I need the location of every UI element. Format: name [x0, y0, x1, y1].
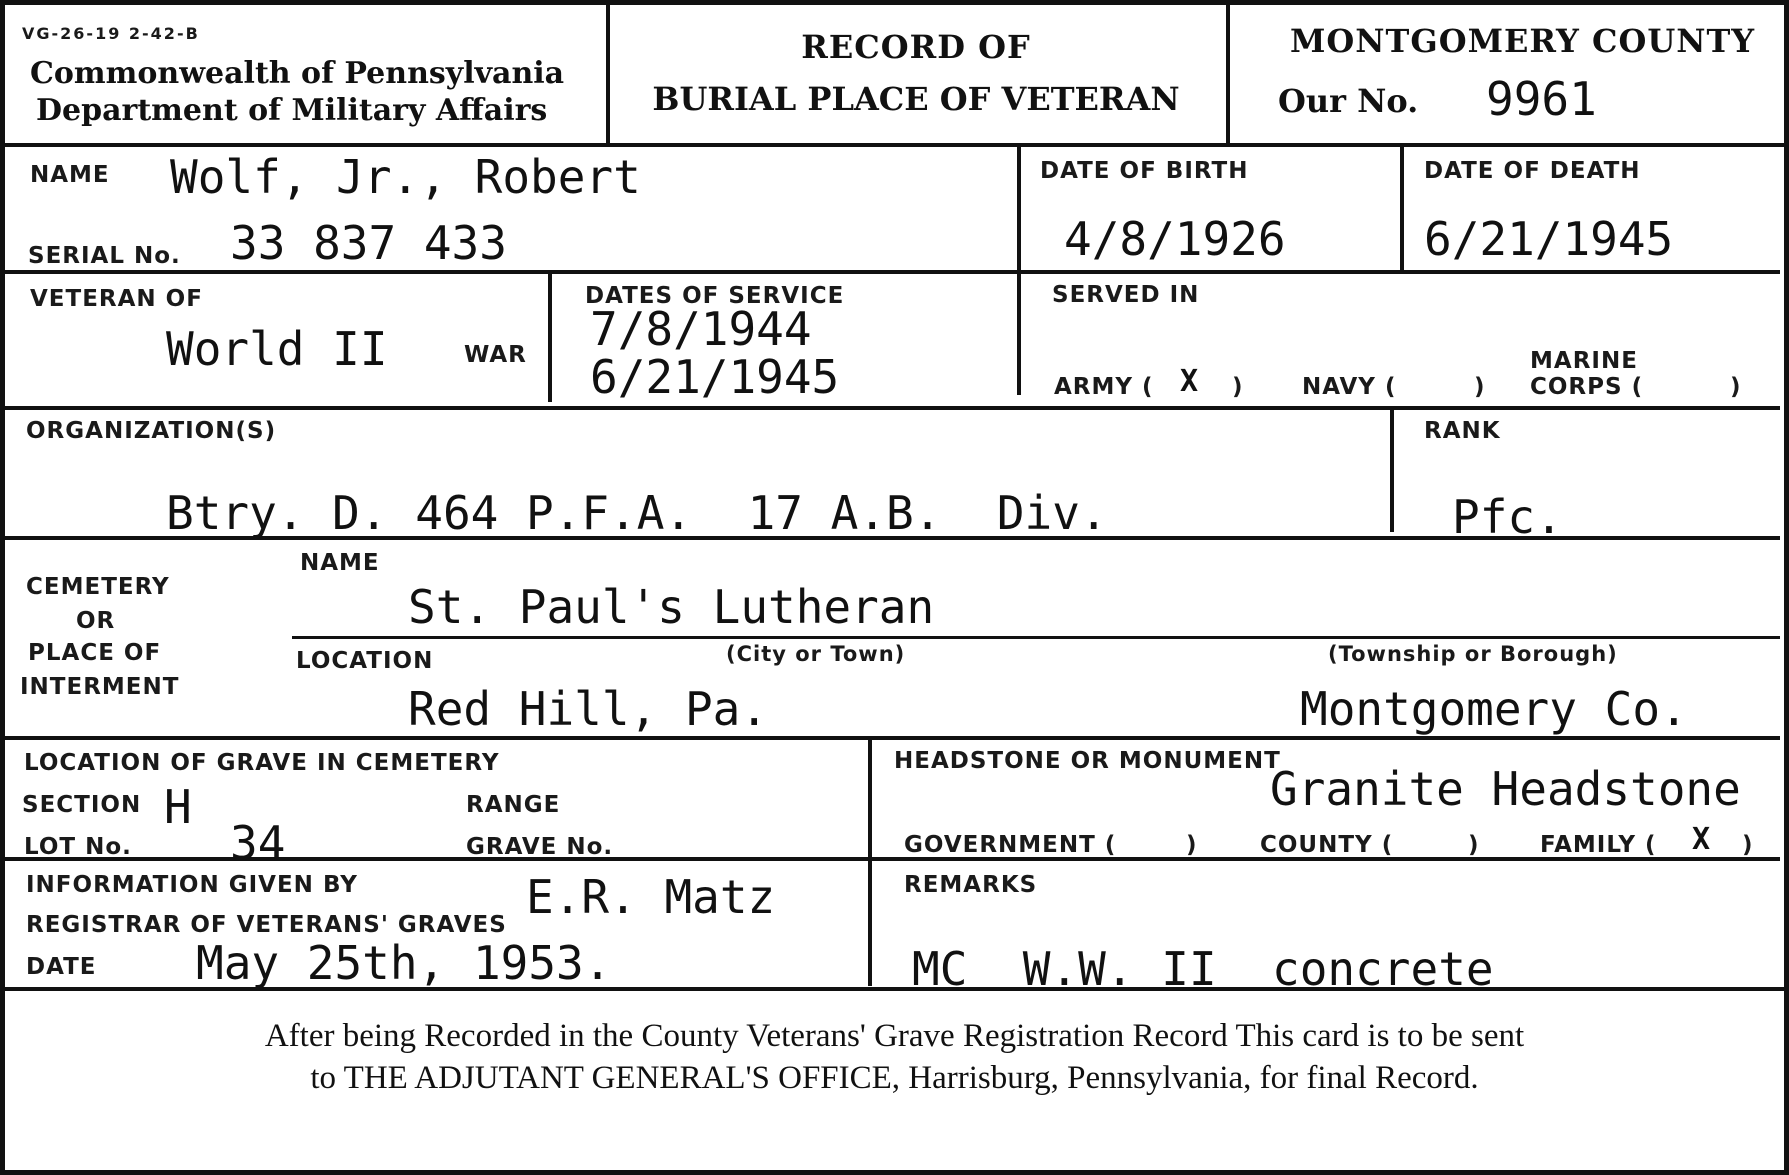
government-label: GOVERNMENT ( — [904, 832, 1117, 858]
date-value: May 25th, 1953. — [196, 936, 612, 990]
serial-label: SERIAL No. — [28, 243, 181, 269]
family-close-paren: ) — [1742, 832, 1754, 858]
county-option-label: COUNTY ( — [1260, 832, 1394, 858]
interment-label-4: INTERMENT — [20, 674, 180, 700]
rule-rank-v — [1390, 408, 1394, 532]
border-right — [1784, 0, 1789, 1175]
information-given-by-value: E.R. Matz — [526, 870, 776, 924]
border-bottom — [0, 1170, 1789, 1175]
border-top — [0, 0, 1789, 5]
our-no-value: 9961 — [1486, 72, 1597, 126]
lot-label: LOT No. — [24, 834, 132, 860]
government-close-paren: ) — [1186, 832, 1198, 858]
rule-dates-v — [548, 272, 552, 402]
rule-cemetery-name — [292, 636, 1780, 639]
agency-line-1: Commonwealth of Pennsylvania — [30, 56, 565, 91]
served-in-label: SERVED IN — [1052, 282, 1200, 308]
our-no-label: Our No. — [1278, 82, 1419, 120]
organization-value: Btry. D. 464 P.F.A. 17 A.B. Div. — [166, 486, 1108, 540]
rule-dod-v — [1400, 145, 1404, 270]
lot-value: 34 — [230, 816, 286, 870]
rule-name — [0, 270, 1780, 274]
registrar-label: REGISTRAR OF VETERANS' GRAVES — [26, 912, 507, 938]
cemetery-name-value: St. Paul's Lutheran — [408, 580, 935, 634]
name-label: NAME — [30, 162, 110, 188]
dob-value: 4/8/1926 — [1064, 212, 1286, 266]
navy-close-paren: ) — [1474, 374, 1486, 400]
interment-label-3: PLACE OF — [28, 640, 162, 666]
marine-label-1: MARINE — [1530, 348, 1638, 374]
rule-header — [0, 143, 1789, 147]
county-close-paren: ) — [1468, 832, 1480, 858]
date-of-service-from: 7/8/1944 — [590, 302, 812, 356]
rule-headstone-v — [868, 738, 872, 986]
war-value: World II — [166, 322, 388, 376]
army-check-mark: X — [1180, 364, 1199, 399]
city-value: Red Hill, Pa. — [408, 682, 769, 736]
dod-value: 6/21/1945 — [1424, 212, 1674, 266]
serial-value: 33 837 433 — [230, 216, 507, 270]
title-line-1: RECORD OF — [801, 28, 1031, 66]
section-value: H — [164, 780, 192, 834]
headstone-value: Granite Headstone — [1270, 762, 1741, 816]
city-label: (City or Town) — [726, 642, 906, 666]
information-given-by-label: INFORMATION GIVEN BY — [26, 872, 358, 898]
form-code: VG-26-19 2-42-B — [22, 24, 200, 43]
headstone-label: HEADSTONE OR MONUMENT — [894, 748, 1281, 774]
rank-label: RANK — [1424, 418, 1501, 444]
rule-service — [0, 406, 1780, 410]
date-label: DATE — [26, 954, 97, 980]
rule-header-v1 — [606, 0, 610, 145]
interment-label-2: OR — [76, 608, 116, 634]
rule-dob-v — [1017, 145, 1021, 395]
rank-value: Pfc. — [1452, 490, 1563, 544]
rule-cemetery — [0, 736, 1780, 740]
marine-label-2: CORPS ( — [1530, 374, 1644, 400]
footer-line-1: After being Recorded in the County Veterans' Grave Registration Record This card is to be sent — [264, 1018, 1525, 1054]
marine-close-paren: ) — [1730, 374, 1742, 400]
rule-header-v2 — [1226, 0, 1230, 145]
grave-no-label: GRAVE No. — [466, 834, 614, 860]
county-heading: MONTGOMERY COUNTY — [1290, 22, 1756, 60]
family-label: FAMILY ( — [1540, 832, 1657, 858]
border-left — [0, 0, 5, 1175]
cemetery-name-label: NAME — [300, 550, 380, 576]
dob-label: DATE OF BIRTH — [1040, 158, 1249, 184]
remarks-value: MC W.W. II concrete — [912, 942, 1494, 996]
location-label: LOCATION — [296, 648, 434, 674]
remarks-label: REMARKS — [904, 872, 1038, 898]
organization-label: ORGANIZATION(S) — [26, 418, 277, 444]
war-label: WAR — [464, 342, 527, 368]
section-label: SECTION — [22, 792, 142, 818]
agency-line-2: Department of Military Affairs — [36, 93, 548, 128]
title-line-2: BURIAL PLACE OF VETERAN — [652, 80, 1180, 118]
township-value: Montgomery Co. — [1300, 682, 1688, 736]
navy-label: NAVY ( — [1302, 374, 1397, 400]
army-label: ARMY ( — [1054, 374, 1154, 400]
grave-location-label: LOCATION OF GRAVE IN CEMETERY — [24, 750, 500, 776]
interment-label-1: CEMETERY — [26, 574, 170, 600]
range-label: RANGE — [466, 792, 561, 818]
footer-line-2: to THE ADJUTANT GENERAL'S OFFICE, Harrisburg, Pennsylvania, for final Record. — [310, 1060, 1479, 1096]
dates-of-service-label: DATES OF SERVICE — [585, 283, 845, 309]
name-value: Wolf, Jr., Robert — [170, 150, 641, 204]
township-label: (Township or Borough) — [1328, 642, 1618, 666]
army-close-paren: ) — [1232, 374, 1244, 400]
family-check-mark: X — [1692, 822, 1711, 857]
date-of-service-to: 6/21/1945 — [590, 350, 840, 404]
veteran-of-label: VETERAN OF — [30, 286, 203, 312]
dod-label: DATE OF DEATH — [1424, 158, 1641, 184]
